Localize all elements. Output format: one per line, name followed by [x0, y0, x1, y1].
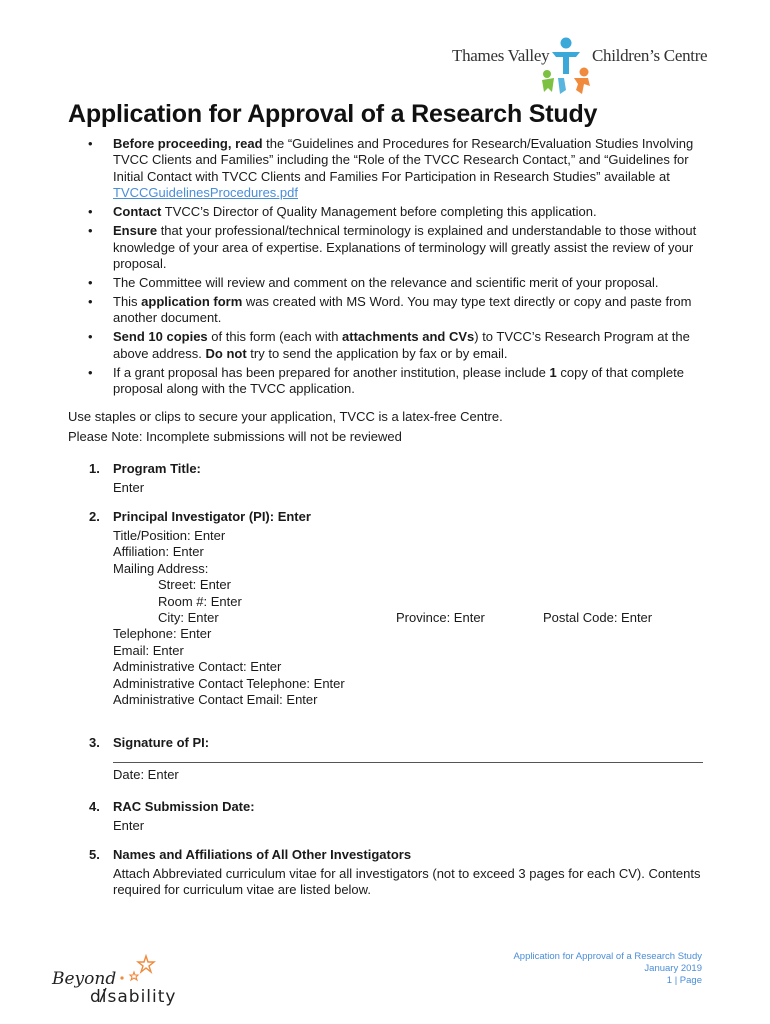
- admin-email-field[interactable]: Administrative Contact Email: Enter: [113, 692, 318, 708]
- bullet-text: This: [113, 294, 142, 310]
- affiliation-field[interactable]: Affiliation: Enter: [113, 544, 204, 560]
- children-figures-icon: [538, 36, 592, 96]
- bullet-bold: Before proceeding, read: [113, 136, 263, 151]
- page-footer: [513, 951, 702, 987]
- list-item: [88, 223, 708, 272]
- bullet-icon: •: [88, 329, 93, 345]
- bullet-bold: application form: [141, 294, 243, 310]
- list-item: [88, 365, 708, 398]
- section-number: 1.: [89, 461, 100, 476]
- logo-text-thames-valley: Thames Valley: [452, 46, 550, 65]
- city-field[interactable]: City: Enter: [158, 610, 219, 626]
- bullet-text: that your professional/technical terminology is explained and understandable to those without knowledge of your area of expertise. Explanations of terminology will greatly assist the review of your proposal.: [113, 223, 697, 272]
- section-heading[interactable]: Principal Investigator (PI): Enter: [113, 509, 311, 524]
- list-item: [88, 294, 708, 327]
- program-title-field[interactable]: Enter: [113, 480, 145, 495]
- admin-contact-field[interactable]: Administrative Contact: Enter: [113, 659, 282, 675]
- mailing-address-label: Mailing Address:: [113, 560, 209, 576]
- page-title: Application for Approval of a Research Study: [68, 100, 598, 128]
- bullet-text: the “Guidelines and Procedures for Research/Evaluation Studies Involving TVCC Clients and Families” including the “Role of the TVCC Research Contact,” and “Guidelines for Initial Contact with TVCC Clients and Families For Participation in Research Studies” available at: [113, 136, 694, 184]
- logo-text-childrens-centre: Children’s Centre: [592, 46, 708, 65]
- bullet-icon: •: [88, 364, 93, 380]
- bullet-bold: Send 10 copies: [113, 329, 208, 345]
- bullet-text: try to send the application by fax or by email.: [246, 345, 508, 361]
- beyond-disability-logo: [50, 950, 190, 1010]
- telephone-field[interactable]: Telephone: Enter: [113, 626, 212, 642]
- bullet-bold: Contact: [113, 204, 162, 220]
- cv-instructions: Attach Abbreviated curriculum vitae for all investigators (not to exceed 3 pages for each CV). Contents required for curriculum vitae are listed below.: [113, 866, 701, 898]
- bullet-bold: Ensure: [113, 223, 158, 239]
- bullet-text: If a grant proposal has been prepared for another institution, please include: [113, 364, 550, 380]
- section-heading: RAC Submission Date:: [113, 799, 255, 814]
- section-number: 2.: [89, 509, 100, 524]
- pi-details: [113, 528, 709, 708]
- bullet-text: The Committee will review and comment on the relevance and scientific merit of your proposal.: [113, 275, 659, 291]
- list-item: [88, 136, 708, 202]
- section-number: 5.: [89, 847, 100, 862]
- bullet-text: was created with MS Word. You may type text directly or copy and paste from another document.: [113, 294, 692, 326]
- latex-free-note: Use staples or clips to secure your application, TVCC is a latex-free Centre.: [68, 409, 503, 424]
- bullet-bold: attachments and CVs: [342, 329, 475, 345]
- instruction-list: [88, 136, 708, 400]
- bullet-icon: •: [88, 275, 93, 291]
- list-item: [88, 204, 708, 220]
- bullet-icon: •: [88, 136, 93, 151]
- bullet-text: TVCC’s Director of Quality Management before completing this application.: [161, 204, 597, 220]
- bullet-icon: •: [88, 294, 93, 310]
- disability-logo-word: disability: [90, 987, 177, 1007]
- section-number: 4.: [89, 799, 100, 814]
- section-heading: Signature of PI:: [113, 735, 210, 750]
- postal-code-field[interactable]: Postal Code: Enter: [543, 610, 653, 626]
- section-heading: Names and Affiliations of All Other Investigators: [113, 847, 412, 862]
- footer-page-number: 1 | Page: [666, 975, 702, 986]
- bullet-bold: Do not: [205, 345, 247, 361]
- title-position-field[interactable]: Title/Position: Enter: [113, 528, 226, 543]
- room-field[interactable]: Room #: Enter: [158, 593, 242, 609]
- section-heading: Program Title:: [113, 461, 201, 476]
- list-item: [88, 275, 708, 291]
- footer-date: January 2019: [644, 963, 702, 974]
- province-field[interactable]: Province: Enter: [396, 610, 485, 626]
- admin-phone-field[interactable]: Administrative Contact Telephone: Enter: [113, 675, 345, 691]
- signature-date-field[interactable]: Date: Enter: [113, 767, 179, 782]
- footer-doc-title: Application for Approval of a Research Study: [513, 951, 702, 962]
- incomplete-note: Please Note: Incomplete submissions will not be reviewed: [68, 429, 402, 444]
- guidelines-pdf-link[interactable]: TVCCGuidelinesProcedures.pdf: [113, 185, 298, 201]
- beyond-logo-word: Beyond: [52, 969, 117, 989]
- bullet-text: copy of that complete proposal along with the TVCC application.: [113, 364, 684, 397]
- bullet-text: of this form (each with: [207, 329, 343, 345]
- street-field[interactable]: Street: Enter: [158, 577, 231, 593]
- bullet-text: ) to TVCC’s Research Program at the above address.: [113, 329, 690, 361]
- city-province-postal-row: [113, 610, 709, 626]
- list-item: [88, 329, 708, 362]
- bullet-icon: •: [88, 204, 93, 220]
- bullet-bold: 1: [549, 364, 557, 380]
- signature-line[interactable]: [113, 751, 703, 763]
- email-field[interactable]: Email: Enter: [113, 642, 184, 658]
- bullet-icon: •: [88, 223, 93, 239]
- tvcc-logo: [452, 36, 708, 98]
- signature-body: [113, 751, 709, 783]
- rac-date-field[interactable]: Enter: [113, 818, 145, 833]
- section-number: 3.: [89, 735, 100, 750]
